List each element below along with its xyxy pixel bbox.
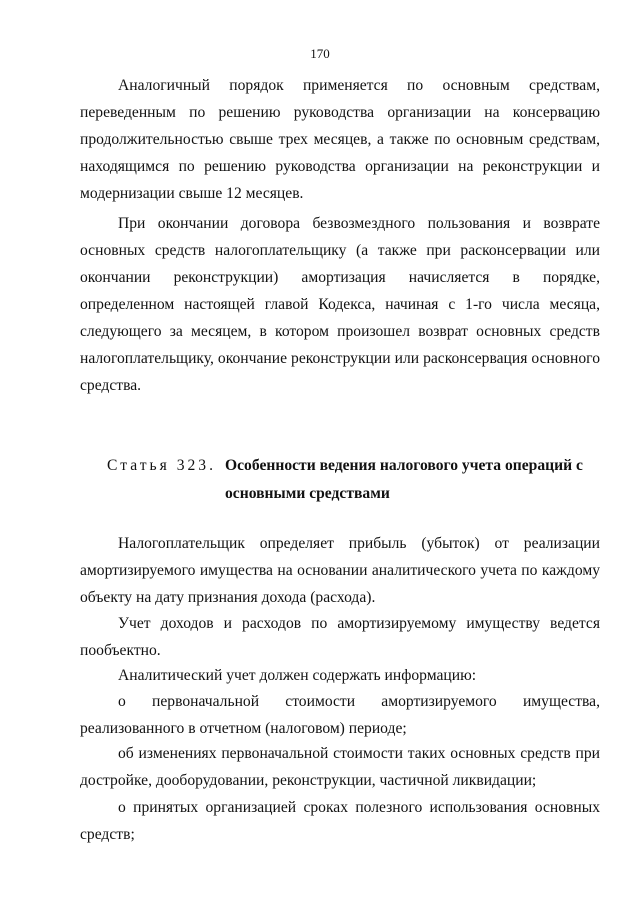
list-item-useful-life: о принятых организацией сроках полезного использования основных средств; <box>80 799 600 843</box>
paragraph-analytical-info: Аналитический учет должен содержать информацию: <box>118 667 477 684</box>
paragraph-free-use-return: При окончании договора безвозмездного пользования и возврате основных средств налогоплательщику (а также при расконсервации или окончании реконструкции) амортизация начисляется в порядке, определенном настоящей главой Кодекса, начиная с 1-го числа месяца, следующего за месяцем, в котором произошел возврат основных средств налогоплательщику, окончание реконструкции или расконсервация основного средства. <box>80 215 600 394</box>
page-number: 170 <box>310 46 330 61</box>
article-title: Особенности ведения налогового учета операций с основными средствами <box>225 457 583 502</box>
paragraph-per-object-accounting: Учет доходов и расходов по амортизируемому имуществу ведется пообъектно. <box>80 615 600 659</box>
article-label: Статья 323. <box>107 457 217 474</box>
paragraph-conservation: Аналогичный порядок применяется по основным средствам, переведенным по решению руководства организации на консервацию продолжительностью свыше трех месяцев, а также по основным средствам, находящимся по решению руководства организации на реконструкции и модернизации свыше 12 месяцев. <box>80 77 600 202</box>
list-item-initial-cost: о первоначальной стоимости амортизируемого имущества, реализованного в отчетном (налоговом) периоде; <box>80 693 600 737</box>
list-item-cost-changes: об изменениях первоначальной стоимости таких основных средств при достройке, дооборудовании, реконструкции, частичной ликвидации; <box>80 745 600 789</box>
paragraph-profit-determination: Налогоплательщик определяет прибыль (убыток) от реализации амортизируемого имущества на основании аналитического учета по каждому объекту на дату признания дохода (расхода). <box>80 535 600 606</box>
